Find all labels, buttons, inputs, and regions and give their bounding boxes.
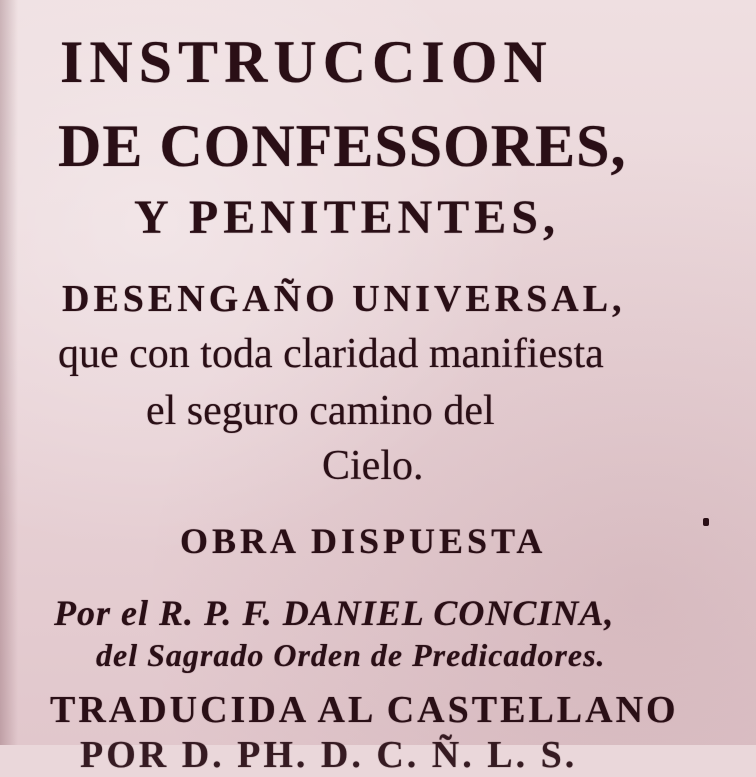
subtitle-line-3: el seguro camino del [146, 388, 495, 434]
translation-line: TRADUCIDA AL CASTELLANO [50, 689, 679, 731]
page-edge-shadow [0, 0, 18, 745]
title-line-3: Y PENITENTES, [134, 191, 560, 244]
ink-spot [703, 518, 709, 526]
author-line-1: Por el R. P. F. DANIEL CONCINA, [54, 593, 615, 633]
author-line-2: del Sagrado Orden de Predicadores. [96, 637, 606, 673]
subtitle-line-1: DESENGAÑO UNIVERSAL, [62, 278, 626, 320]
subtitle-line-4: Cielo. [322, 443, 424, 489]
subtitle-line-2: que con toda claridad manifiesta [58, 331, 604, 377]
title-line-2: DE CONFESSORES, [58, 113, 627, 179]
work-label: OBRA DISPUESTA [180, 521, 547, 561]
title-line-1: INSTRUCCION [60, 29, 553, 95]
cut-off-line: POR D. PH. D. C. Ñ. L. S. [80, 734, 578, 776]
